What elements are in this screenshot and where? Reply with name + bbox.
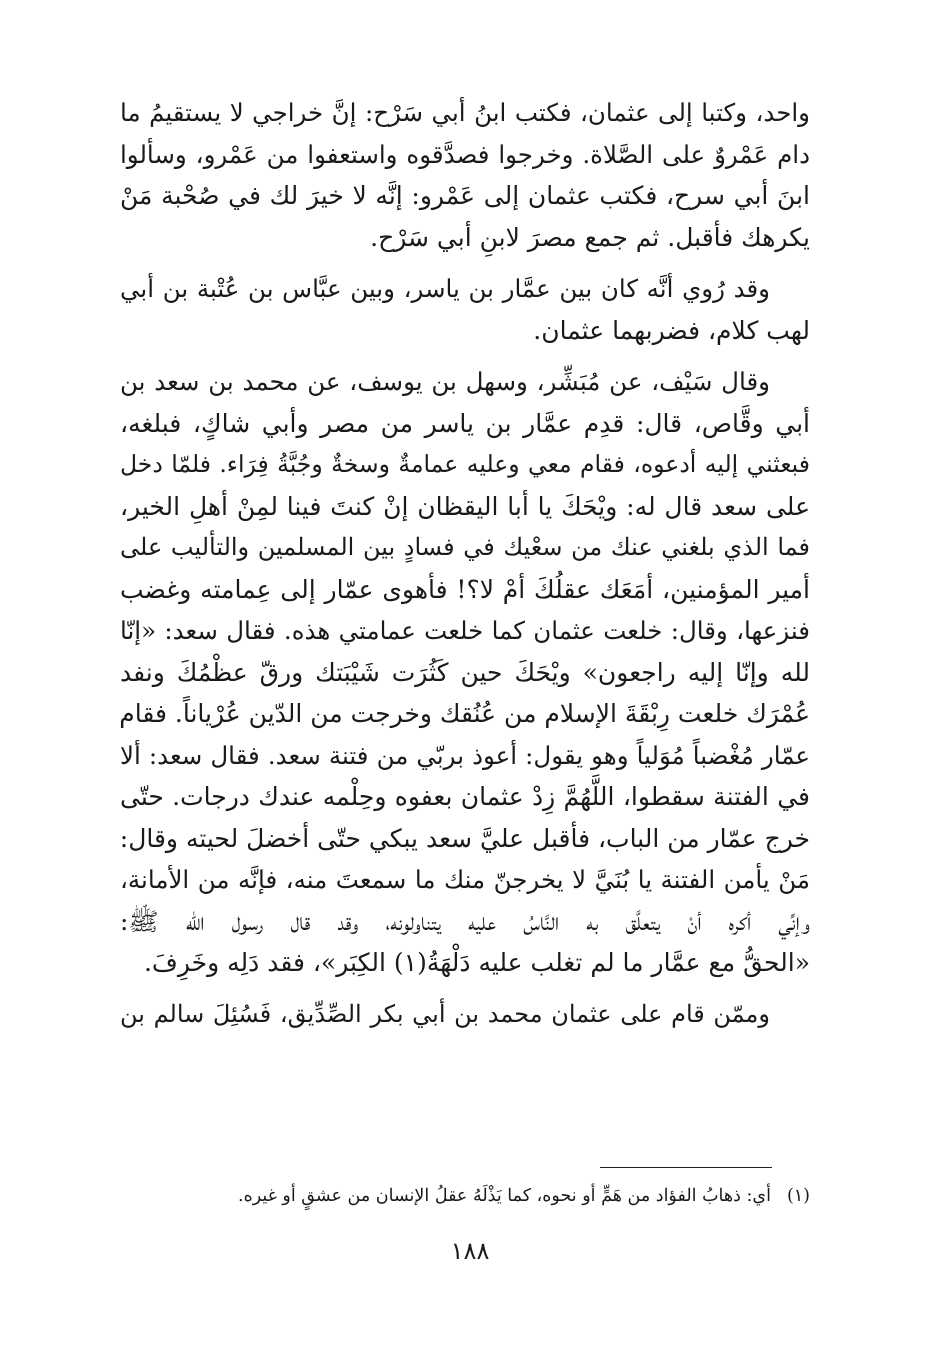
body-text <box>120 92 810 1045</box>
paragraph-3 <box>120 361 810 984</box>
text-line: فبعثني إليه أدعوه، فقام معي وعليه عمامةٌ وسخةٌ وجُبَّةُ فِرَاء. فلمّا دخل <box>120 450 810 478</box>
text-line: وإنِّي أكره أنْ يتعلَّق به النَّاسُ عليه يتناولونه، وقد قال رسول الله ﷺ: <box>120 906 810 936</box>
footnote-divider <box>600 1167 772 1168</box>
text-line: عمّار مُغْضباً مُوَلياً وهو يقول: أعوذ بربّي من فتنة سعد. فقال سعد: ألا <box>120 740 810 770</box>
text-line: لله وإنّا إليه راجعون» ويْحَكَ حين كَثُرَت شَيْبَتك ورقّ عظْمُكَ ونفد <box>120 657 810 687</box>
footnote-marker: (١) <box>786 1186 810 1206</box>
text-line: وقال سَيْف، عن مُبَشِّر، وسهل بن يوسف، عن محمد بن سعد بن <box>120 367 770 396</box>
text-line: «الحقُّ مع عمَّار ما لم تغلب عليه دَلْهَةُ(١) الكِبَر»، فقد دَلِه وخَرِفَ. <box>143 948 810 977</box>
paragraph-2 <box>120 268 810 351</box>
text-line: واحد، وكتبا إلى عثمان، فكتب ابنُ أبي سَرْح: إنَّ خراجي لا يستقيمُ ما <box>120 98 810 127</box>
text-line: لهب كلام، فضربهما عثمان. <box>533 315 810 345</box>
text-line: أمير المؤمنين، أمَعَك عقلُكَ أمْ لا؟! فأهوى عمّار إلى عِمامته وغضب <box>120 574 810 604</box>
text-line: على سعد قال له: ويْحَكَ يا أبا اليقظان إنْ كنتَ فينا لمِنْ أهلِ الخير، <box>120 491 810 521</box>
text-line: دام عَمْروٌ على الصَّلاة. وخرجوا فصدَّقوه واستعفوا من عَمْرو، وسألوا <box>120 139 810 169</box>
text-line: عُمْرَك خلعت رِبْقَةَ الإسلام من عُنُقك وخرجت من الدّين عُرْياناً. فقام <box>119 699 810 728</box>
paragraph-1 <box>120 92 810 258</box>
footnote <box>230 1182 810 1210</box>
text-line: يكرهك فأقبل. ثم جمع مصرَ لابنِ أبي سَرْح. <box>370 222 810 252</box>
text-line: فنزعها، وقال: خلعت عثمان كما خلعت عمامتي هذه. فقال سعد: «إنّا <box>120 616 810 645</box>
footnote-text: أي: ذهابُ الفؤاد من هَمٍّ أو نحوه، كما يَذْلَهُ عقلُ الإنسان من عشقٍ أو غيره. <box>238 1186 771 1206</box>
text-line: أبي وقَّاص، قال: قدِم عمَّار بن ياسر من مصر وأبي شاكٍ، فبلغه، <box>120 408 810 438</box>
text-line: ابنَ أبي سرح، فكتب عثمان إلى عَمْرو: إنَّه لا خيرَ لك في صُحْبة مَنْ <box>120 181 810 210</box>
text-line: فما الذي بلغني عنك من سعْيك في فسادٍ بين المسلمين والتأليب على <box>120 533 811 561</box>
text-line: مَنْ يأمن الفتنة يا بُنَيَّ لا يخرجنّ منك ما سمعتَ منه، فإنَّه من الأمانة، <box>120 865 810 894</box>
text-line: وقد رُوي أنَّه كان بين عمَّار بن ياسر، وبين عبَّاس بن عُتْبة بن أبي <box>120 274 770 303</box>
text-line: في الفتنة سقطوا، اللَّهُمَّ زِدْ عثمان بعفوه وحِلْمه عندك درجات. حتّى <box>120 782 810 811</box>
page-number: ١٨٨ <box>450 1237 490 1265</box>
paragraph-4 <box>120 994 810 1036</box>
text-line: وممّن قام على عثمان محمد بن أبي بكر الصِّدِّيق، فَسُئِلَ سالم بن <box>120 999 770 1028</box>
text-line: خرج عمّار من الباب، فأقبل عليَّ سعد يبكي حتّى أخضلَ لحيته وقال: <box>119 823 810 853</box>
